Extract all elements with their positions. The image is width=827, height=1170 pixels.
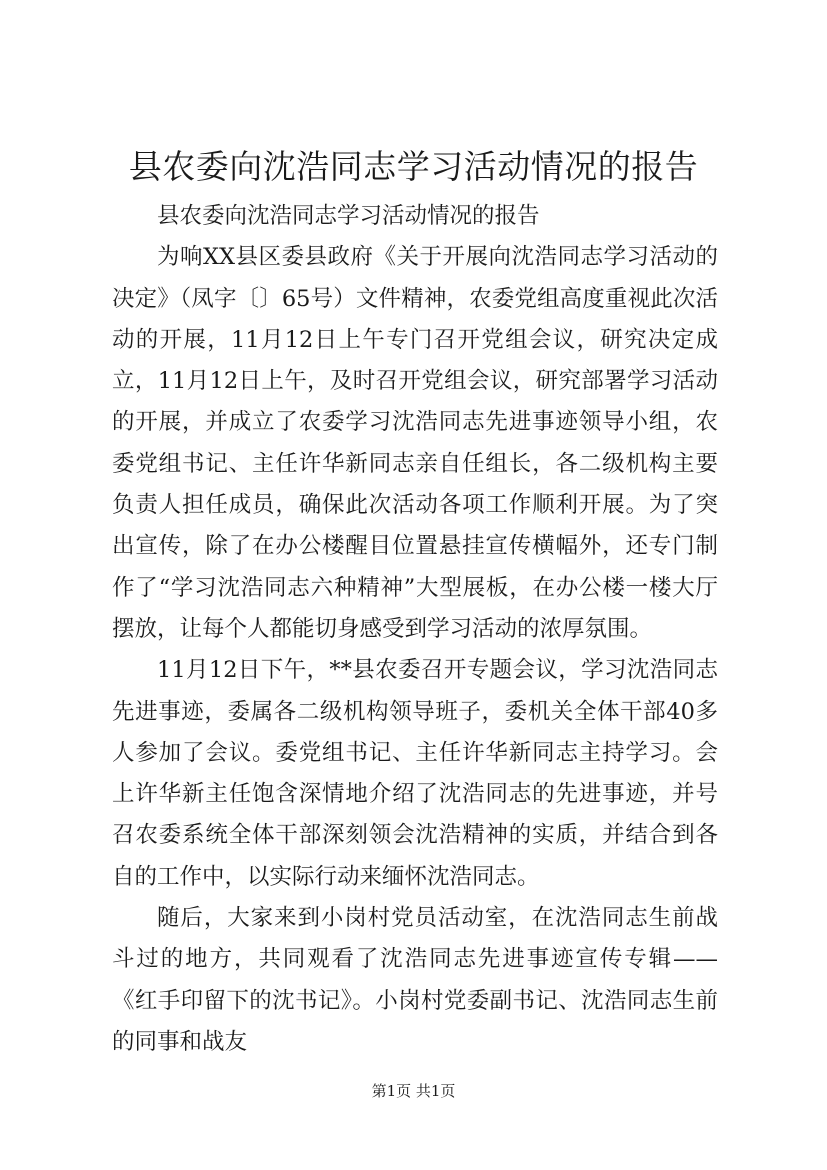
paragraph: 11月12日下午，**县农委召开专题会议，学习沈浩同志先进事迹，委属各二级机构领导班子，委机关全体干部40多人参加了会议。委党组书记、主任许华新同志主持学习。会上许华新主任饱含深情地介绍了沈浩同志的先进事迹，并号召农委系统全体干部深刻领会沈浩精神的实质，并结合到各自的工作中，以实际行动来缅怀沈浩同志。	[112, 657, 718, 890]
paragraph-subtitle: 县农委向沈浩同志学习活动情况的报告	[157, 203, 540, 229]
page-number-footer: 第1页 共1页	[371, 1082, 456, 1100]
paragraph: 为响XX县区委县政府《关于开展向沈浩同志学习活动的决定》（凤字〔〕65号）文件精神，农委党组高度重视此次活动的开展，11月12日上午专门召开党组会议，研究决定成立，11月12日上午，及时召开党组会议，研究部署学习活动的开展，并成立了农委学习沈浩同志先进事迹领导小组，农委党组书记、主任许华新同志亲自任组长，各二级机构主要负责人担任成员，确保此次活动各项工作顺利开展。为了突出宣传，除了在办公楼醒目位置悬挂宣传横幅外，还专门制作了“学习沈浩同志六种精神”大型展板，在办公楼一楼大厅摆放，让每个人都能切身感受到学习活动的浓厚氛围。	[112, 244, 718, 642]
document-title: 县农委向沈浩同志学习活动情况的报告	[128, 147, 699, 186]
paragraph: 随后，大家来到小岗村党员活动室，在沈浩同志生前战斗过的地方，共同观看了沈浩同志先进事迹宣传专辑——《红手印留下的沈书记》。小岗村党委副书记、沈浩同志生前的同事和战友	[112, 905, 718, 1055]
document-body	[112, 196, 718, 1063]
